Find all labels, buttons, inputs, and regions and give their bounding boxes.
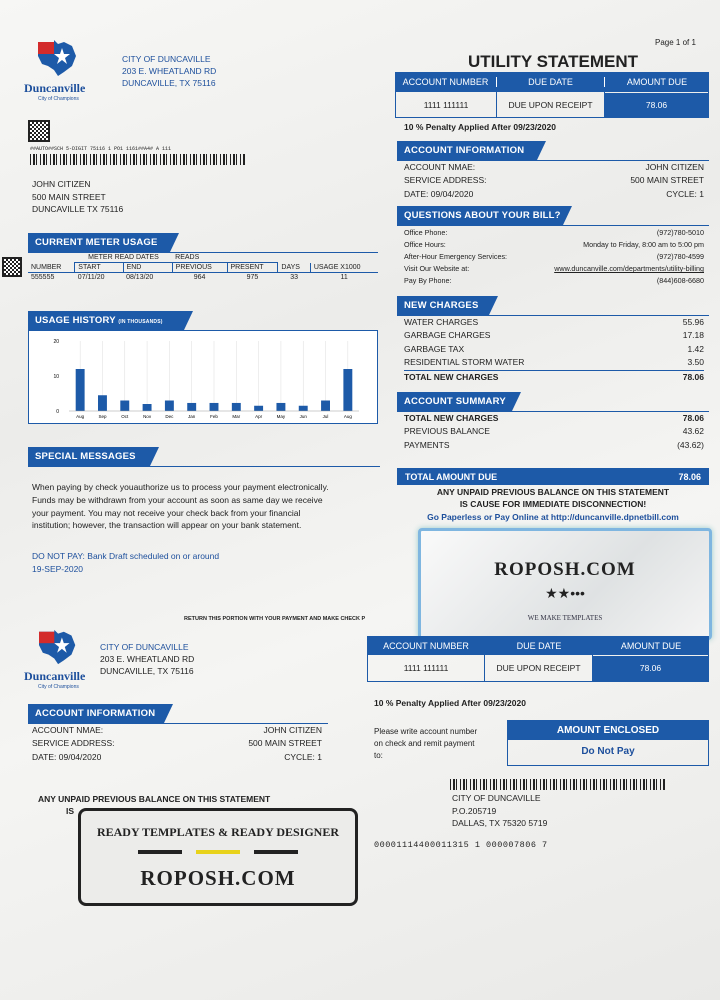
x-tick-label: Dec — [165, 414, 174, 419]
amount-due-value: 78.06 — [605, 93, 708, 117]
meter-number: 555555 — [31, 274, 55, 281]
meter-usage-header: CURRENT METER USAGE — [28, 233, 170, 252]
usage-history-chart — [29, 331, 377, 423]
y-tick-label: 10 — [53, 374, 59, 380]
meter-usage: 11 — [340, 274, 348, 281]
draft-date: 19-SEP-2020 — [32, 564, 84, 574]
remit-barcode-icon — [450, 779, 665, 790]
logo-text: Duncanville — [24, 81, 86, 95]
mark-bar-dark-2 — [254, 850, 298, 854]
total-due-value: 78.06 — [678, 471, 701, 482]
due-date-header: DUE DATE — [497, 77, 605, 87]
x-tick-label: Mar — [232, 414, 241, 419]
garbage-tax-row: GARBAGE TAX 1.42 — [404, 343, 704, 354]
stub-account-number-value: 1111 111111 — [368, 655, 485, 682]
summary-new-charges-row: TOTAL NEW CHARGES 78.06 — [404, 413, 704, 423]
x-tick-label: Feb — [210, 414, 218, 419]
total-new-charges-row: TOTAL NEW CHARGES 78.06 — [404, 371, 704, 382]
mark-bar-yellow — [196, 850, 240, 854]
y-tick-label: 0 — [56, 409, 59, 415]
usage-bar-9 — [276, 403, 285, 411]
x-tick-label: Apr — [255, 414, 263, 419]
city-address — [122, 53, 216, 89]
stub-write-note: Please write account number on check and remit payment to: — [374, 727, 478, 760]
col-number: NUMBER — [28, 263, 75, 273]
storm-water-row: RESIDENTIAL STORM WATER 3.50 — [404, 356, 704, 370]
payments-row: PAYMENTS (43.62) — [404, 439, 704, 450]
amount-due-header: AMOUNT DUE — [626, 77, 688, 87]
usage-bar-1 — [98, 395, 107, 411]
meter-end: 08/13/20 — [126, 274, 154, 281]
watermark-stars: ★★••• — [545, 585, 585, 601]
date-cycle-row: DATE: 09/04/2020 CYCLE: 1 — [404, 188, 704, 199]
return-portion-text: RETURN THIS PORTION WITH YOUR PAYMENT AND MAKE CHECK P — [184, 616, 366, 622]
ready-templates-watermark — [78, 808, 358, 906]
x-tick-label: Nov — [143, 414, 152, 419]
mark-bar-dark — [138, 850, 182, 854]
stub-service-address-row: SERVICE ADDRESS: 500 MAIN STREET — [32, 738, 322, 749]
city-name: CITY OF DUNCAVILLE — [122, 54, 211, 64]
account-name-row: ACCOUNT NMAE: JOHN CITIZEN — [404, 162, 704, 172]
website-link[interactable]: www.duncanville.com/departments/utility-billing — [554, 264, 704, 273]
office-phone-row: Office Phone: (972)780-5010 — [404, 228, 704, 237]
due-date-value: DUE UPON RECEIPT — [497, 92, 605, 118]
amount-enclosed-box — [507, 720, 709, 766]
stub-city-address — [100, 641, 194, 677]
questions-block — [404, 227, 704, 287]
usage-bar-11 — [321, 401, 330, 412]
customer-city: DUNCAVILLE TX 75116 — [32, 204, 124, 214]
website-row: Visit Our Website at: www.duncanville.com/departments/utility-billing — [404, 264, 704, 273]
account-number-header: ACCOUNT NUMBER — [395, 77, 497, 87]
stub-amount-due-header: AMOUNT DUE — [620, 640, 682, 651]
usage-bar-2 — [120, 401, 129, 412]
x-tick-label: May — [276, 414, 286, 419]
statement-title: UTILITY STATEMENT — [468, 52, 638, 71]
do-not-pay-label: DO NOT PAY: — [32, 551, 85, 561]
watermark-tagline: WE MAKE TEMPLATES — [527, 614, 603, 622]
service-address-row: SERVICE ADDRESS: 500 MAIN STREET — [404, 175, 704, 186]
roposh-watermark-card — [418, 528, 712, 640]
questions-header: QUESTIONS ABOUT YOUR BILL? — [397, 206, 563, 225]
postal-code-text: ##AUTO##SCH 5-DIGIT 75116 1 PO1 1161##A4# A 111 — [30, 146, 172, 152]
qr-code-icon — [28, 120, 50, 142]
remit-po: P.O.205719 — [452, 805, 497, 816]
account-number-value: 1111 111111 — [396, 92, 497, 118]
col-previous: PREVIOUS — [172, 263, 227, 273]
page-number: Page 1 of 1 — [655, 38, 696, 47]
account-info-block — [404, 161, 704, 201]
col-present: PRESENT — [227, 263, 278, 273]
amount-enclosed-value[interactable]: Do Not Pay — [581, 746, 635, 757]
usage-bar-12 — [343, 369, 352, 411]
draft-notice — [32, 550, 219, 576]
meter-usage-table — [28, 252, 378, 282]
stub-logo-text: Duncanville — [24, 669, 86, 683]
usage-bar-0 — [76, 369, 85, 411]
new-charges-block — [404, 316, 704, 384]
watermark2-title: READY TEMPLATES & READY DESIGNER — [96, 825, 340, 839]
stub-logo-subtext: City of Champions — [38, 684, 79, 690]
total-due-label: TOTAL AMOUNT DUE — [405, 471, 498, 482]
usage-bar-5 — [187, 403, 196, 411]
col-end: END — [123, 263, 172, 273]
stub-unpaid-notice-2: IS — [66, 806, 75, 816]
remit-name: CITY OF DUNCAVILLE — [452, 793, 541, 803]
col-start: START — [75, 263, 123, 273]
total-amount-due-bar — [397, 468, 709, 485]
customer-address — [32, 178, 123, 216]
draft-text: Bank Draft scheduled on or around — [87, 551, 220, 561]
city-logo — [24, 36, 96, 102]
account-summary-block — [404, 412, 704, 452]
previous-balance-row: PREVIOUS BALANCE 43.62 — [404, 426, 704, 437]
city-street: 203 E. WHEATLAND RD — [122, 66, 217, 76]
usage-bar-6 — [210, 403, 219, 411]
meter-previous: 964 — [193, 274, 206, 281]
water-charges-row: WATER CHARGES 55.96 — [404, 317, 704, 327]
meter-start: 07/11/20 — [77, 274, 105, 281]
paperless-link[interactable]: Go Paperless or Pay Online at http://duncanville.dpnetbill.com — [427, 512, 679, 522]
penalty-note: 10 % Penalty Applied After 09/23/2020 — [404, 122, 556, 132]
x-tick-label: Sep — [98, 414, 107, 419]
reads-header: READS — [172, 253, 278, 263]
pay-phone-row: Pay By Phone: (844)608-6680 — [404, 276, 704, 285]
usage-history-header: USAGE HISTORY (IN THOUSANDS) — [28, 311, 184, 330]
stub-city-name: CITY OF DUNCAVILLE — [100, 642, 189, 652]
x-tick-label: Oct — [121, 414, 129, 419]
micr-line: 00001114400011315 1 000007806 7 — [374, 840, 548, 850]
usage-bar-8 — [254, 406, 263, 411]
office-hours-row: Office Hours: Monday to Friday, 8:00 am to 5:00 pm — [404, 240, 704, 249]
special-message-body: When paying by check youauthorize us to process your payment electronically. Funds may be withdrawn from your account as soon as same day we receive your payment. You may not receive your check back from your financial institution; however, the transaction will appear on your bank statement. — [32, 482, 329, 531]
new-charges-header: NEW CHARGES — [397, 296, 489, 315]
x-tick-label: Jul — [322, 414, 329, 419]
x-tick-label: Aug — [76, 414, 85, 419]
disconnect-notice: ANY UNPAID PREVIOUS BALANCE ON THIS STATEMENT IS CAUSE FOR IMMEDIATE DISCONNECTION! — [436, 487, 670, 509]
usage-bar-4 — [165, 401, 174, 412]
stub-city-street: 203 E. WHEATLAND RD — [100, 654, 195, 664]
x-tick-label: Jun — [299, 414, 307, 419]
stub-account-table — [367, 636, 709, 682]
usage-bar-3 — [143, 404, 152, 411]
garbage-charges-row: GARBAGE CHARGES 17.18 — [404, 330, 704, 341]
remit-address — [452, 792, 547, 830]
side-qr-icon — [2, 257, 22, 277]
account-info-header: ACCOUNT INFORMATION — [397, 141, 537, 160]
meter-read-dates-header: METER READ DATES — [75, 253, 172, 263]
remit-city: DALLAS, TX 75320 5719 — [452, 818, 548, 828]
y-tick-label: 20 — [53, 339, 59, 345]
stub-account-info-block — [32, 724, 322, 764]
stub-account-name-row: ACCOUNT NMAE: JOHN CITIZEN — [32, 725, 322, 735]
account-summary-header: ACCOUNT SUMMARY — [397, 392, 512, 411]
logo-subtext: City of Champions — [38, 96, 79, 102]
amount-enclosed-header: AMOUNT ENCLOSED — [508, 721, 708, 740]
stub-due-date-header: DUE DATE — [516, 640, 562, 651]
city-line: DUNCAVILLE, TX 75116 — [122, 78, 216, 88]
usage-chart-frame — [28, 330, 378, 424]
watermark2-brand: ROPOSH.COM — [140, 866, 296, 890]
stub-city-line: DUNCAVILLE, TX 75116 — [100, 666, 194, 676]
col-days: DAYS — [278, 263, 310, 273]
customer-street: 500 MAIN STREET — [32, 191, 106, 202]
account-summary-table — [395, 72, 709, 118]
stub-unpaid-notice: ANY UNPAID PREVIOUS BALANCE ON THIS STATEMENT — [38, 794, 271, 804]
stub-city-logo — [24, 626, 96, 688]
stub-due-date-value: DUE UPON RECEIPT — [485, 655, 593, 682]
col-usage: USAGE X1000 — [313, 263, 361, 271]
watermark-brand: ROPOSH.COM — [494, 559, 636, 580]
special-messages-header: SPECIAL MESSAGES — [28, 447, 150, 466]
stub-account-number-header: ACCOUNT NUMBER — [383, 640, 469, 651]
stub-amount-due-value: 78.06 — [593, 656, 708, 681]
x-tick-label: Jan — [188, 414, 196, 419]
texas-flag-logo-icon — [24, 36, 96, 80]
x-tick-label: Aug — [343, 414, 352, 419]
stub-account-info-header: ACCOUNT INFORMATION — [28, 704, 164, 723]
stub-date-cycle-row: DATE: 09/04/2020 CYCLE: 1 — [32, 751, 322, 762]
postal-barcode-icon — [30, 154, 245, 165]
meter-days: 33 — [290, 274, 299, 281]
emergency-row: After-Hour Emergency Services: (972)780-4599 — [404, 252, 704, 261]
meter-present: 975 — [246, 274, 259, 281]
usage-bar-7 — [232, 403, 241, 411]
usage-bar-10 — [299, 406, 308, 411]
stub-penalty-note: 10 % Penalty Applied After 09/23/2020 — [374, 698, 526, 708]
customer-name: JOHN CITIZEN — [32, 179, 91, 189]
stub-texas-flag-logo-icon — [24, 626, 96, 668]
